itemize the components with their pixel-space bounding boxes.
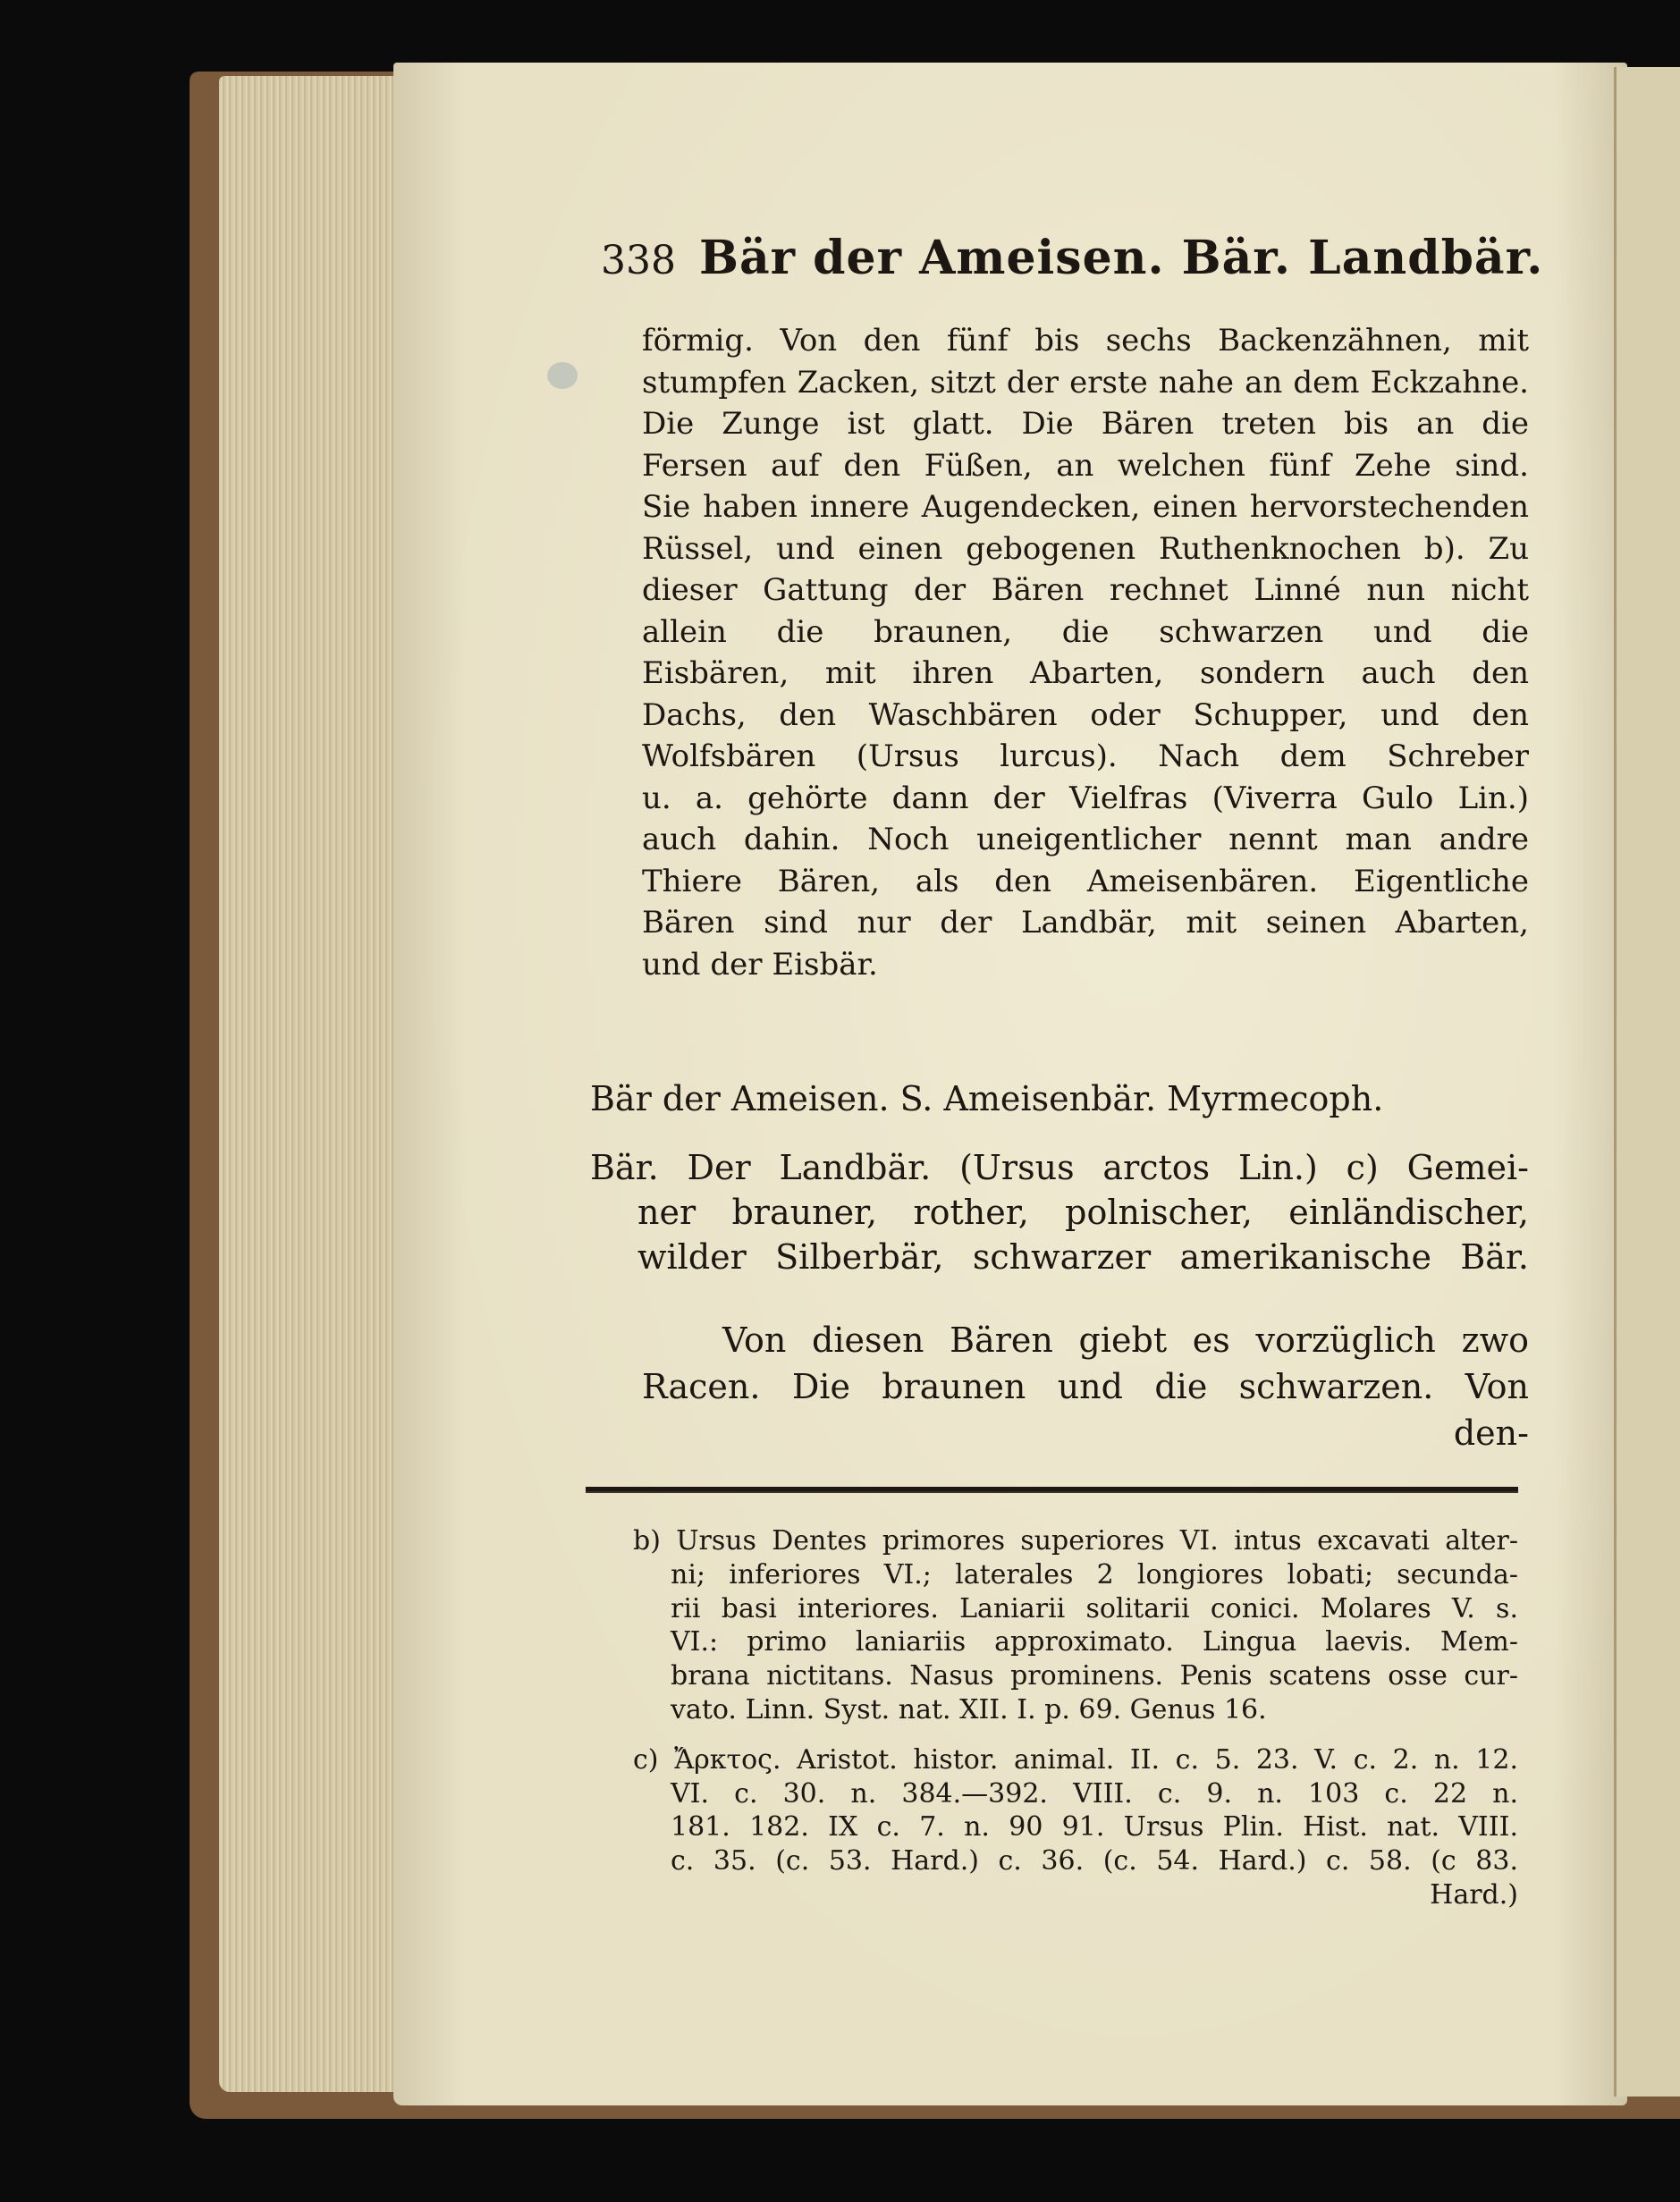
text-line: Von diesen Bären giebt es vorzüglich zwo bbox=[722, 1320, 1529, 1360]
entry-landbaer bbox=[590, 1146, 1529, 1280]
body-text bbox=[642, 320, 1529, 985]
text-line: Racen. Die braunen und die schwarzen. Von bbox=[642, 1367, 1529, 1406]
footnote-c-line: c) Ἄρκτος. Aristot. histor. animal. II. c. 5. 23. V. c. 2. n. 12. bbox=[633, 1743, 1518, 1776]
footnotes bbox=[633, 1524, 1518, 1912]
footnote-c-line: c. 35. (c. 53. Hard.) c. 36. (c. 54. Hard.) c. 58. (c 83. bbox=[671, 1845, 1518, 1877]
text-line: Rüssel, und einen gebogenen Ruthenknochen b). Zu bbox=[642, 530, 1529, 567]
text-line: förmig. Von den fünf bis sechs Backenzähnen, mit bbox=[642, 323, 1529, 359]
text-line: Bären sind nur der Landbär, mit seinen Abarten, bbox=[642, 905, 1529, 941]
text-line: auch dahin. Noch uneigentlicher nennt man andre bbox=[642, 822, 1529, 857]
text-line: Fersen auf den Füßen, an welchen fünf Zehe sind. bbox=[642, 447, 1529, 484]
entry-line: Bär der Ameisen. S. Ameisenbär. Myrmecoph. bbox=[590, 1079, 1384, 1118]
text-line: Thiere Bären, als den Ameisenbären. Eigentliche bbox=[642, 863, 1529, 899]
footnote-rule bbox=[586, 1487, 1518, 1493]
page-stain bbox=[547, 362, 578, 389]
footnote-c-line: 181. 182. IX c. 7. n. 90 91. Ursus Plin. Hist. nat. VIII. bbox=[671, 1811, 1518, 1843]
entry-line: Bär. Der Landbär. (Ursus arctos Lin.) c) Gemei- bbox=[590, 1148, 1529, 1187]
text-line: Eisbären, mit ihren Abarten, sondern auch den bbox=[642, 655, 1529, 691]
text-line: Sie haben innere Augendecken, einen hervorstechenden bbox=[642, 489, 1529, 525]
running-title: Bär der Ameisen. Bär. Landbär. bbox=[699, 231, 1544, 285]
footnote-c-line: VI. c. 30. n. 384.—392. VIII. c. 9. n. 103 c. 22 n. bbox=[671, 1777, 1518, 1810]
text-line: und der Eisbär. bbox=[642, 946, 878, 983]
footnote-b-line: VI.: primo laniariis approximato. Lingua laevis. Mem- bbox=[671, 1626, 1518, 1658]
footnote-b-line: vato. Linn. Syst. nat. XII. I. p. 69. Genus 16. bbox=[671, 1693, 1267, 1725]
catchword: den- bbox=[1453, 1413, 1529, 1453]
text-line: Dachs, den Waschbären oder Schupper, und den bbox=[642, 696, 1529, 733]
entry-line: ner brauner, rother, polnischer, einländischer, bbox=[637, 1193, 1529, 1232]
text-line: stumpfen Zacken, sitzt der erste nahe an dem Eckzahne. bbox=[642, 364, 1529, 401]
text-line: u. a. gehörte dann der Vielfras (Viverra Gulo Lin.) bbox=[642, 780, 1529, 816]
footnote-b-line: rii basi interiores. Laniarii solitarii conici. Molares V. s. bbox=[671, 1592, 1518, 1624]
footnote-b-line: ni; inferiores VI.; laterales 2 longiores lobati; secunda- bbox=[671, 1558, 1518, 1590]
footnote-b-line: brana nictitans. Nasus prominens. Penis scatens osse cur- bbox=[671, 1660, 1518, 1692]
entry-ameisen bbox=[590, 1077, 1529, 1122]
text-line: dieser Gattung der Bären rechnet Linné nun nicht bbox=[642, 572, 1529, 608]
facing-page-edge bbox=[1614, 67, 1680, 2097]
footnote-b-line: b) Ursus Dentes primores superiores VI. intus excavati alter- bbox=[633, 1525, 1518, 1557]
footnote-c-line: Hard.) bbox=[1430, 1878, 1518, 1911]
text-line: allein die braunen, die schwarzen und die bbox=[642, 613, 1529, 650]
running-header bbox=[601, 231, 1544, 293]
text-line: Die Zunge ist glatt. Die Bären treten bis an die bbox=[642, 406, 1529, 442]
page-edges bbox=[219, 76, 416, 2092]
paragraph-races bbox=[642, 1319, 1529, 1458]
entry-line: wilder Silberbär, schwarzer amerikanische Bär. bbox=[637, 1237, 1529, 1277]
page-number: 338 bbox=[601, 238, 676, 283]
text-line: Wolfsbären (Ursus lurcus). Nach dem Schreber bbox=[642, 738, 1529, 774]
